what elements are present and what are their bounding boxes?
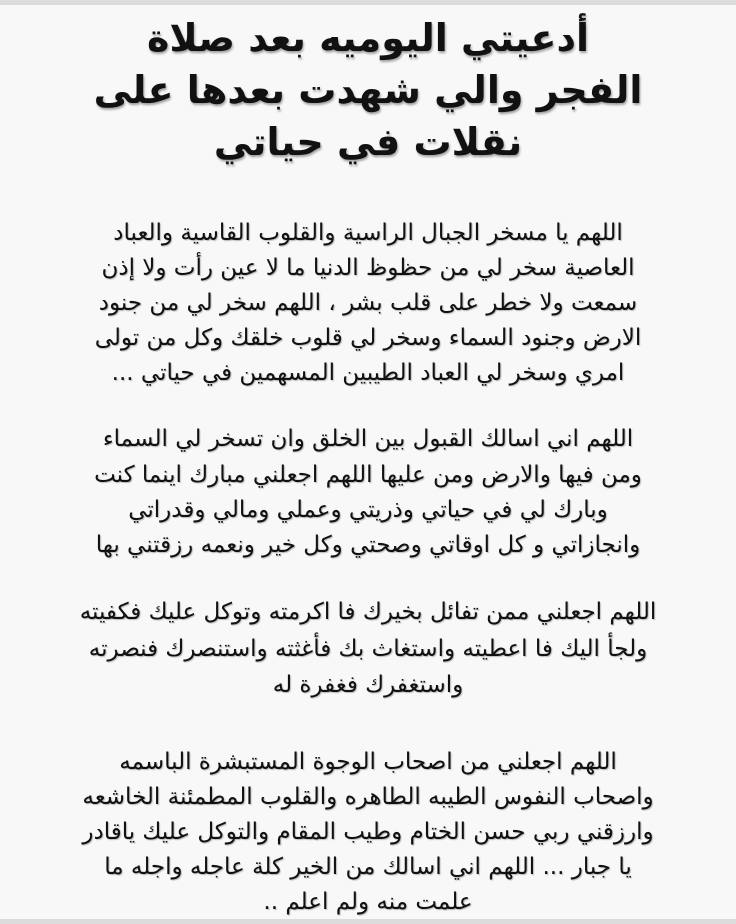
title-line: نقلات في حياتي xyxy=(213,120,523,164)
text-line: اللهم اني اسالك القبول بين الخلق وان تسخر لي السماء xyxy=(102,426,634,452)
text-line: علمت منه ولم اعلم .. xyxy=(263,889,473,915)
text-line: سمعت ولا خطر على قلب بشر ، اللهم سخر لي من جنود xyxy=(98,290,638,316)
text-line: ومن فيها والارض ومن عليها اللهم اجعلني مبارك اينما كنت xyxy=(94,462,642,488)
text-line: امري وسخر لي العباد الطيبين المسهمين في حياتي ... xyxy=(111,360,625,386)
top-edge-bar xyxy=(0,0,736,5)
text-line: يا جبار ... اللهم اني اسالك من الخير كلة عاجله واجله ما xyxy=(104,854,632,880)
text-line: وبارك لي في حياتي وذريتي وعملي ومالي وقدراتي xyxy=(128,497,608,523)
text-line: اللهم اجعلني من اصحاب الوجوة المستبشرة الباسمه xyxy=(119,749,617,775)
text-line: العاصية سخر لي من حظوظ الدنيا ما لا عين رأت ولا إذن xyxy=(101,255,635,281)
text-line: اللهم اجعلني ممن تفائل بخيرك فا اكرمته وتوكل عليك فكفيته xyxy=(79,599,657,625)
text-line: اللهم يا مسخر الجبال الراسية والقلوب القاسية والعباد xyxy=(113,220,623,246)
text-line: ولجأ اليك فا اعطيته واستغاث بك فأغثته واستنصرك فنصرته xyxy=(88,636,648,662)
text-line: واصحاب النفوس الطيبه الطاهره والقلوب المطمئنة الخاشعه xyxy=(82,784,654,810)
bottom-edge-bar xyxy=(0,919,736,924)
title-line: الفجر والي شهدت بعدها على xyxy=(93,68,643,112)
text-line: الارض وجنود السماء وسخر لي قلوب خلقك وكل من تولى xyxy=(94,325,642,351)
text-line: واستغفرك فغفرة له xyxy=(272,672,464,698)
text-line: وارزقني ربي حسن الختام وطيب المقام والتوكل عليك ياقادر xyxy=(82,819,654,845)
text-line: وانجازاتي و كل اوقاتي وصحتي وكل خير ونعمه رزقتني بها xyxy=(95,532,641,558)
title-line: أدعيتي اليوميه بعد صلاة xyxy=(146,16,590,60)
